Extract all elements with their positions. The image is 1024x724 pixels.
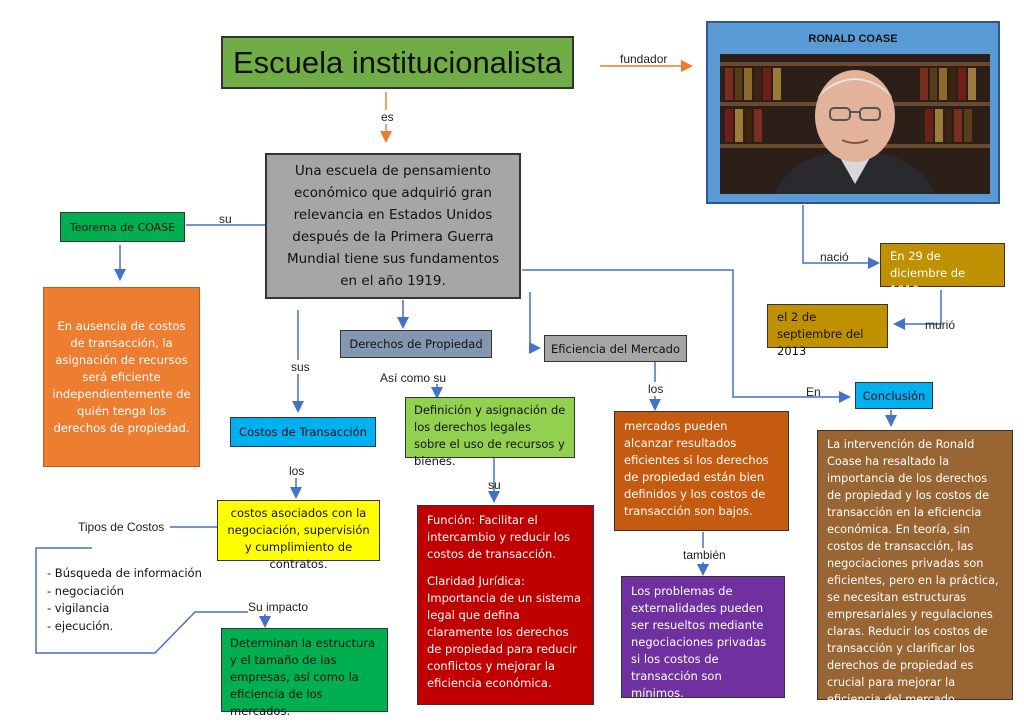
- portrait-image: [720, 54, 990, 194]
- death-box: [767, 304, 888, 358]
- label-los-mercados: los: [648, 382, 664, 396]
- externalidades-text: Los problemas de externalidades pueden ser resueltos mediante negociaciones privadas si los costos de transacción son mínimos.: [631, 584, 767, 700]
- tipos-list: [47, 565, 207, 635]
- teorema-title-box: [60, 212, 185, 242]
- derechos-definition-box: [405, 397, 575, 468]
- portrait-name: RONALD COASE: [808, 33, 898, 45]
- portrait-frame: [706, 21, 1000, 204]
- costos-title: Costos de Transacción: [239, 425, 367, 439]
- derechos-title: Derechos de Propiedad: [349, 337, 483, 351]
- derechos-definition: Definición y asignación de los derechos legales sobre el uso de recursos y bienes.: [414, 403, 566, 468]
- arrow-eficiencia: [530, 292, 538, 348]
- derechos-funcion: Función: Facilitar el intercambio y reducir los costos de transacción.: [427, 513, 571, 561]
- tipos-item: - Búsqueda de información: [47, 566, 202, 580]
- impacto-text: Determinan la estructura y el tamaño de las empresas, así como la eficiencia de los mercados.: [230, 636, 376, 718]
- label-es: es: [381, 110, 394, 124]
- derechos-detail-box: [417, 505, 594, 705]
- eficiencia-title: Eficiencia del Mercado: [550, 341, 680, 356]
- conclusion-text-box: [817, 430, 1013, 706]
- costos-text: costos asociados con la negociación, supervisión y cumplimiento de contratos.: [227, 506, 370, 571]
- label-tipos-costos: Tipos de Costos: [78, 520, 165, 534]
- label-su: su: [219, 212, 232, 226]
- label-en: En: [806, 385, 821, 399]
- tipos-item: - negociación: [47, 583, 124, 598]
- label-nacio: nació: [820, 250, 849, 264]
- teorema-title: Teorema de COASE: [69, 220, 176, 234]
- label-asi-como-su: Así como su: [380, 371, 447, 385]
- label-tambien: también: [683, 548, 726, 562]
- teorema-text: En ausencia de costos de transacción, la asignación de recursos será eficiente independientemente de quién tenga los derechos de propiedad.: [52, 318, 191, 435]
- impacto-box: [221, 628, 388, 718]
- definition-box: [265, 153, 521, 299]
- tipos-item: - ejecución.: [47, 618, 114, 633]
- title-box: [221, 36, 574, 89]
- tipos-item: - vigilancia: [47, 601, 110, 615]
- label-sus: sus: [291, 360, 310, 374]
- definition-text: Una escuela de pensamiento económico que adquirió gran relevancia en Estados Unidos después de la Primera Guerra Mundial tiene sus fundamentos en el año 1919.: [286, 163, 500, 289]
- externalidades-box: [621, 576, 785, 698]
- birth-date: En 29 de diciembre de 1910: [890, 249, 966, 297]
- eficiencia-title-box: [544, 335, 687, 362]
- derechos-claridad: Claridad Jurídica: Importancia de un sistema legal que defina claramente los derechos de propiedad para reducir conflictos y mejorar la eficiencia económica.: [427, 574, 581, 690]
- eficiencia-text: mercados pueden alcanzar resultados eficientes si los derechos de propiedad están bien definidos y los costos de transacción son bajos.: [624, 419, 769, 518]
- teorema-text-box: [43, 287, 200, 467]
- label-los-costos: los: [289, 464, 305, 478]
- label-murio: murió: [925, 318, 956, 332]
- birth-box: [880, 243, 1005, 297]
- eficiencia-text-box: [614, 411, 789, 531]
- costos-title-box: [230, 417, 376, 447]
- costos-text-box: [217, 500, 380, 571]
- label-fundador: fundador: [620, 52, 668, 66]
- death-date: el 2 de septiembre del 2013: [777, 310, 864, 358]
- page-title: Escuela institucionalista: [232, 44, 563, 80]
- portrait-photo: [720, 54, 990, 194]
- label-su-2: su: [488, 478, 501, 492]
- label-su-impacto: Su impacto: [248, 600, 309, 614]
- conclusion-title-box: [855, 382, 933, 409]
- conclusion-text: La intervención de Ronald Coase ha resaltado la importancia de los derechos de propiedad y los costos de transacción en la eficiencia económica. En teoría, sin costos de transacción, las negociaciones privadas son eficientes, pero en la práctica, se necesitan estructuras empresariales y regulaciones claras. Reducir los costos de transacción y clarificar los derechos de propiedad es crucial para mejorar la eficiencia del mercado.: [827, 438, 999, 706]
- conclusion-title: Conclusión: [862, 388, 926, 403]
- derechos-title-box: [340, 330, 492, 358]
